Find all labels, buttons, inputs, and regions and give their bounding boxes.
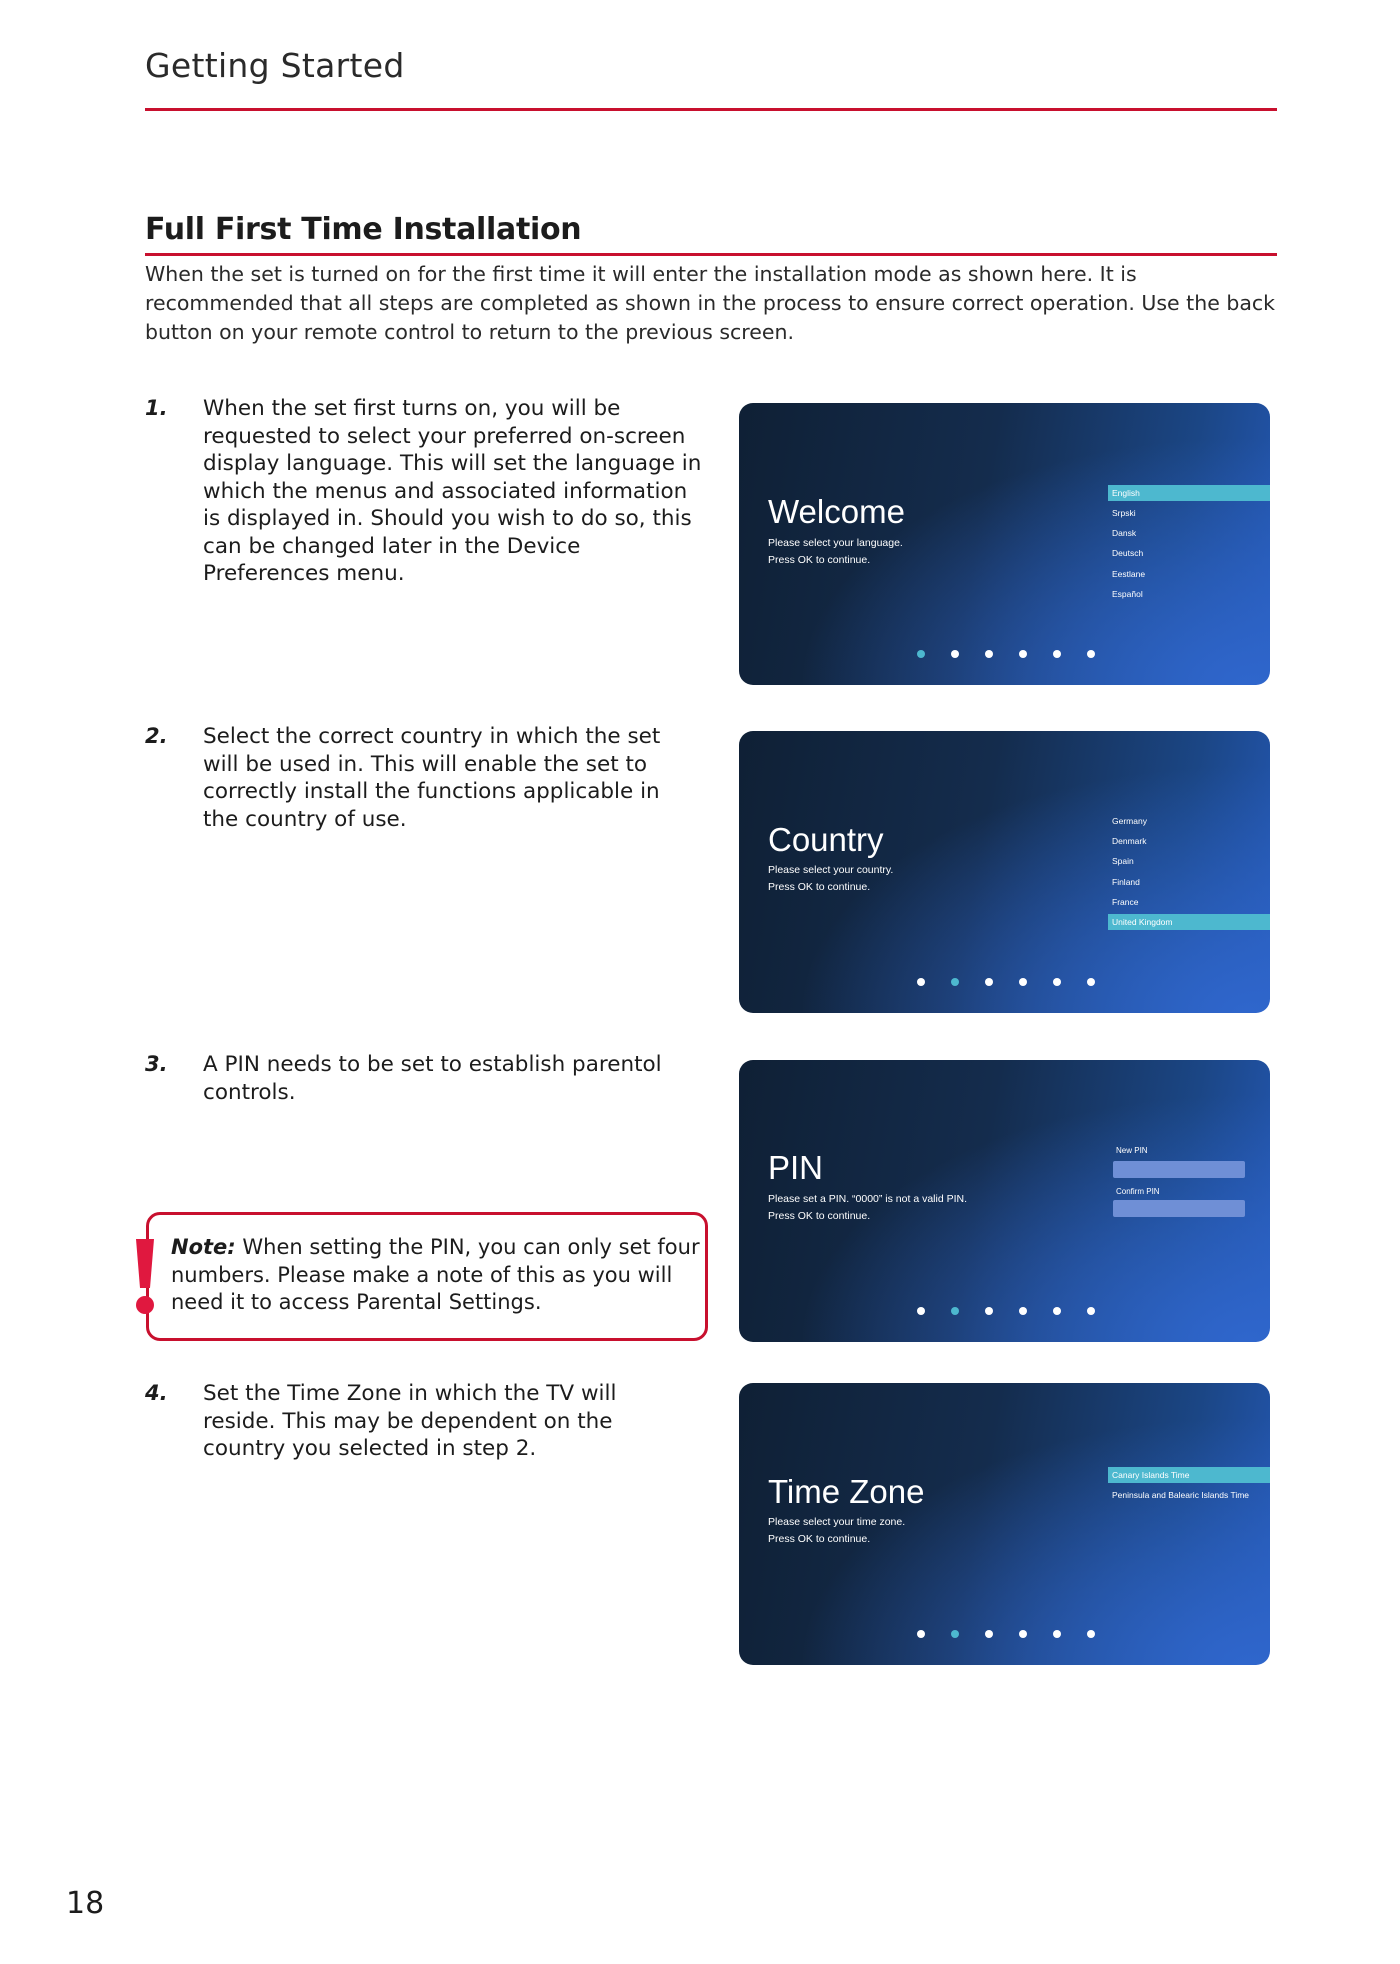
screen-subtitle	[768, 1191, 998, 1224]
progress-dot	[985, 1307, 993, 1315]
subtitle-line: Press OK to continue.	[768, 1209, 871, 1222]
subtitle-line: Press OK to continue.	[768, 880, 871, 893]
welcome-screen	[739, 403, 1270, 685]
step-text: A PIN needs to be set to establish parentol controls.	[203, 1052, 662, 1105]
screen-subtitle	[768, 1514, 998, 1547]
step-text: Set the Time Zone in which the TV will reside. This may be dependent on the country you selected in step 2.	[203, 1381, 617, 1461]
country-option-germany[interactable]: Germany	[1112, 816, 1147, 826]
progress-dot	[917, 1630, 925, 1638]
country-screen	[739, 731, 1270, 1013]
country-list	[1108, 813, 1270, 934]
subtitle-line: Please set a PIN. “0000” is not a valid PIN.	[768, 1193, 968, 1205]
country-option-united-kingdom[interactable]: United Kingdom	[1108, 914, 1270, 930]
progress-dot	[951, 978, 959, 986]
screen-title: PIN	[768, 1149, 824, 1186]
screen-subtitle	[768, 862, 998, 895]
progress-dot	[1019, 1307, 1027, 1315]
step-number: 2.	[145, 724, 168, 748]
progress-dot	[1019, 1630, 1027, 1638]
progress-dot	[985, 1630, 993, 1638]
timezone-screen	[739, 1383, 1270, 1665]
language-list	[1108, 485, 1270, 606]
step-number: 1.	[145, 396, 168, 420]
progress-dot	[917, 1307, 925, 1315]
header-divider	[145, 108, 1277, 111]
language-option-espanol[interactable]: Español	[1112, 588, 1143, 599]
confirm-pin-label: Confirm PIN	[1116, 1187, 1160, 1196]
page-number: 18	[66, 1886, 105, 1921]
progress-dot	[985, 650, 993, 658]
subtitle-line: Please select your country.	[768, 864, 894, 876]
progress-dot	[1087, 1307, 1095, 1315]
language-option-deutsch[interactable]: Deutsch	[1112, 548, 1144, 559]
progress-dot	[951, 1630, 959, 1638]
screen-title: Country	[768, 821, 884, 858]
progress-dot	[1087, 650, 1095, 658]
timezone-option-canary[interactable]: Canary Islands Time	[1108, 1467, 1270, 1483]
progress-dot	[1087, 978, 1095, 986]
new-pin-label: New PIN	[1116, 1146, 1148, 1155]
warning-exclamation-icon	[134, 1238, 156, 1318]
progress-dot	[1053, 1307, 1061, 1315]
language-option-srpski[interactable]: Srpski	[1112, 508, 1136, 518]
language-option-dansk[interactable]: Dansk	[1112, 528, 1137, 539]
screen-title: Time Zone	[768, 1473, 925, 1510]
timezone-list	[1108, 1467, 1270, 1507]
step-text: Select the correct country in which the set will be used in. This will enable the set to correctly install the functions applicable in the country of use.	[203, 724, 661, 832]
step-number: 4.	[145, 1381, 168, 1405]
subtitle-line: Press OK to continue.	[768, 553, 871, 566]
timezone-option-peninsula[interactable]: Peninsula and Balearic Islands Time	[1112, 1490, 1250, 1500]
progress-dot	[1019, 978, 1027, 986]
subtitle-line: Press OK to continue.	[768, 1532, 871, 1545]
country-option-denmark[interactable]: Denmark	[1112, 836, 1147, 847]
language-option-english[interactable]: English	[1108, 485, 1270, 501]
pin-screen	[739, 1060, 1270, 1342]
progress-dot	[951, 650, 959, 658]
step-number: 3.	[145, 1052, 168, 1076]
progress-dot	[985, 978, 993, 986]
subtitle-line: Please select your time zone.	[768, 1516, 906, 1528]
screen-subtitle	[768, 535, 998, 568]
progress-dot	[1053, 650, 1061, 658]
section-title: Full First Time Installation	[145, 212, 582, 247]
progress-dot	[1087, 1630, 1095, 1638]
progress-dot	[1053, 1630, 1061, 1638]
section-divider	[145, 253, 1277, 256]
country-option-finland[interactable]: Finland	[1112, 876, 1140, 887]
progress-dot	[917, 978, 925, 986]
progress-dot	[1053, 978, 1061, 986]
country-option-spain[interactable]: Spain	[1112, 856, 1134, 867]
confirm-pin-input[interactable]	[1113, 1200, 1245, 1217]
progress-dot	[917, 650, 925, 658]
page-header-title: Getting Started	[145, 46, 405, 85]
note-text	[171, 1234, 711, 1317]
language-option-eestlane[interactable]: Eestlane	[1112, 568, 1146, 579]
note-label: Note:	[171, 1235, 236, 1259]
note-body: When setting the PIN, you can only set four numbers. Please make a note of this as you will need it to access Parental Settings.	[171, 1235, 700, 1314]
section-intro: When the set is turned on for the first time it will enter the installation mode as shown here. It is recommended that all steps are completed as shown in the process to ensure correct operation. Use the back button on your remote control to return to the previous screen.	[145, 262, 1276, 344]
progress-dot	[951, 1307, 959, 1315]
step-text: When the set first turns on, you will be requested to select your preferred on-screen display language. This will set the language in which the menus and associated information is displayed in. Should you wish to do so, this can be changed later in the Device Preferences menu.	[203, 396, 702, 586]
screen-title: Welcome	[768, 493, 905, 530]
new-pin-input[interactable]	[1113, 1161, 1245, 1178]
country-option-france[interactable]: France	[1112, 896, 1139, 907]
progress-dot	[1019, 650, 1027, 658]
subtitle-line: Please select your language.	[768, 537, 903, 549]
